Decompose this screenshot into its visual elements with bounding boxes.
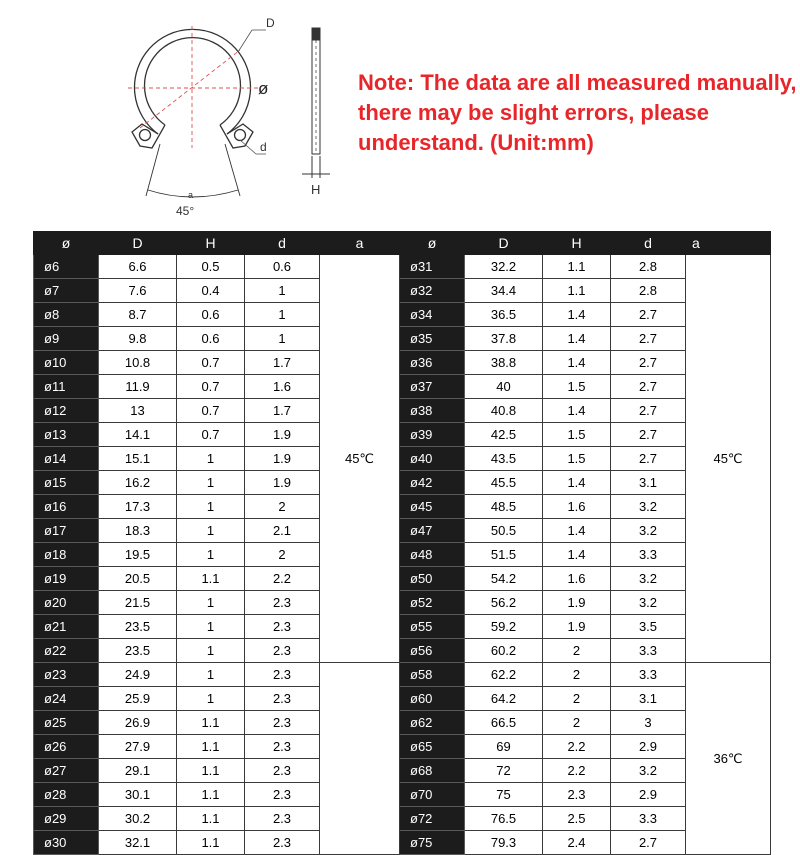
cell-left-D: 16.2 (99, 471, 177, 495)
cell-left-d: 2.3 (245, 639, 320, 663)
cell-right-H: 1.4 (543, 519, 611, 543)
table-row (34, 351, 771, 375)
header-size-right: ø (400, 232, 465, 255)
cell-right-d: 3 (611, 711, 686, 735)
cell-left-H: 0.4 (177, 279, 245, 303)
cell-right-size: ø39 (400, 423, 465, 447)
cell-right-d: 2.9 (611, 735, 686, 759)
cell-left-H: 1 (177, 615, 245, 639)
cell-right-d: 3.2 (611, 759, 686, 783)
cell-right-size: ø47 (400, 519, 465, 543)
table-row (34, 519, 771, 543)
cell-right-H: 2.5 (543, 807, 611, 831)
cell-left-size: ø23 (34, 663, 99, 687)
cell-right-size: ø60 (400, 687, 465, 711)
cell-left-D: 10.8 (99, 351, 177, 375)
table-row (34, 735, 771, 759)
cell-right-d: 3.2 (611, 519, 686, 543)
angle-left-empty (320, 663, 400, 855)
cell-left-H: 1 (177, 543, 245, 567)
table-row (34, 711, 771, 735)
table-row (34, 447, 771, 471)
cell-right-d: 3.2 (611, 567, 686, 591)
cell-right-size: ø45 (400, 495, 465, 519)
cell-right-H: 1.9 (543, 591, 611, 615)
cell-left-d: 1.9 (245, 423, 320, 447)
table-row (34, 327, 771, 351)
cell-left-size: ø30 (34, 831, 99, 855)
table-row (34, 615, 771, 639)
cell-left-d: 2.3 (245, 591, 320, 615)
cell-right-H: 1.4 (543, 303, 611, 327)
cell-left-d: 2 (245, 495, 320, 519)
cell-left-H: 1 (177, 663, 245, 687)
cell-left-d: 1 (245, 303, 320, 327)
cell-left-d: 2.3 (245, 831, 320, 855)
circlip-diagram (80, 8, 360, 230)
table-row (34, 831, 771, 855)
cell-right-d: 2.7 (611, 375, 686, 399)
cell-left-size: ø18 (34, 543, 99, 567)
cell-right-d: 3.3 (611, 663, 686, 687)
cell-right-size: ø62 (400, 711, 465, 735)
cell-right-D: 66.5 (465, 711, 543, 735)
cell-right-D: 34.4 (465, 279, 543, 303)
cell-left-D: 23.5 (99, 639, 177, 663)
cell-left-size: ø19 (34, 567, 99, 591)
cell-left-d: 2.3 (245, 807, 320, 831)
cell-left-H: 1.1 (177, 567, 245, 591)
angle-right-top: 45℃ (686, 255, 771, 663)
cell-right-d: 2.7 (611, 399, 686, 423)
cell-right-H: 1.4 (543, 543, 611, 567)
cell-left-D: 7.6 (99, 279, 177, 303)
cell-right-D: 64.2 (465, 687, 543, 711)
table-row (34, 687, 771, 711)
cell-right-D: 38.8 (465, 351, 543, 375)
cell-right-d: 3.5 (611, 615, 686, 639)
cell-left-size: ø10 (34, 351, 99, 375)
cell-right-H: 2 (543, 711, 611, 735)
cell-right-D: 75 (465, 783, 543, 807)
cell-right-D: 76.5 (465, 807, 543, 831)
cell-left-H: 0.6 (177, 303, 245, 327)
cell-left-size: ø26 (34, 735, 99, 759)
cell-left-d: 1 (245, 327, 320, 351)
cell-right-d: 3.1 (611, 687, 686, 711)
cell-left-d: 1.9 (245, 447, 320, 471)
cell-left-D: 30.1 (99, 783, 177, 807)
cell-right-D: 62.2 (465, 663, 543, 687)
cell-left-d: 2.3 (245, 783, 320, 807)
cell-right-H: 1.4 (543, 351, 611, 375)
cell-right-size: ø58 (400, 663, 465, 687)
cell-right-H: 1.4 (543, 399, 611, 423)
cell-right-H: 2.4 (543, 831, 611, 855)
cell-right-d: 2.7 (611, 447, 686, 471)
cell-right-size: ø75 (400, 831, 465, 855)
cell-left-d: 1.7 (245, 399, 320, 423)
cell-left-D: 25.9 (99, 687, 177, 711)
cell-left-size: ø15 (34, 471, 99, 495)
cell-right-H: 1.9 (543, 615, 611, 639)
cell-right-H: 1.1 (543, 279, 611, 303)
cell-left-D: 20.5 (99, 567, 177, 591)
cell-right-d: 2.7 (611, 351, 686, 375)
cell-left-D: 29.1 (99, 759, 177, 783)
table-row (34, 303, 771, 327)
cell-right-size: ø31 (400, 255, 465, 279)
cell-right-size: ø72 (400, 807, 465, 831)
label-angle: 45° (176, 204, 195, 218)
table-row (34, 399, 771, 423)
cell-right-size: ø68 (400, 759, 465, 783)
table-body (34, 255, 771, 855)
note-line-2: there may be slight errors, please (358, 100, 709, 125)
cell-left-D: 24.9 (99, 663, 177, 687)
cell-right-size: ø50 (400, 567, 465, 591)
table-row (34, 759, 771, 783)
cell-right-size: ø56 (400, 639, 465, 663)
cell-left-size: ø16 (34, 495, 99, 519)
cell-right-H: 1.5 (543, 423, 611, 447)
cell-right-d: 3.1 (611, 471, 686, 495)
label-H: H (311, 182, 321, 197)
cell-left-H: 1 (177, 519, 245, 543)
table-row (34, 375, 771, 399)
cell-left-size: ø11 (34, 375, 99, 399)
cell-right-d: 3.2 (611, 591, 686, 615)
cell-left-H: 0.7 (177, 375, 245, 399)
cell-left-size: ø14 (34, 447, 99, 471)
table-header-row (34, 232, 771, 255)
header-H-left: H (177, 232, 245, 255)
cell-right-H: 2 (543, 687, 611, 711)
header-a-right: a (686, 232, 771, 255)
cell-right-size: ø52 (400, 591, 465, 615)
cell-left-H: 0.7 (177, 399, 245, 423)
cell-left-size: ø6 (34, 255, 99, 279)
cell-left-d: 2 (245, 543, 320, 567)
cell-right-d: 2.7 (611, 303, 686, 327)
cell-left-size: ø22 (34, 639, 99, 663)
table-row (34, 639, 771, 663)
cell-left-D: 17.3 (99, 495, 177, 519)
circlip-spec-table (33, 231, 771, 855)
header-D-left: D (99, 232, 177, 255)
cell-right-D: 32.2 (465, 255, 543, 279)
cell-left-D: 13 (99, 399, 177, 423)
cell-left-d: 2.3 (245, 735, 320, 759)
cell-left-d: 2.1 (245, 519, 320, 543)
cell-left-D: 19.5 (99, 543, 177, 567)
header-H-right: H (543, 232, 611, 255)
label-D: D (266, 16, 275, 30)
cell-left-size: ø29 (34, 807, 99, 831)
cell-left-H: 1.1 (177, 759, 245, 783)
label-phi: ø (258, 79, 269, 98)
table-row (34, 663, 771, 687)
table-row (34, 567, 771, 591)
cell-left-D: 18.3 (99, 519, 177, 543)
note-line-3: understand. (Unit:mm) (358, 130, 594, 155)
cell-right-D: 69 (465, 735, 543, 759)
cell-left-size: ø21 (34, 615, 99, 639)
cell-left-size: ø25 (34, 711, 99, 735)
angle-left: 45℃ (320, 255, 400, 663)
cell-left-d: 1.9 (245, 471, 320, 495)
cell-right-size: ø40 (400, 447, 465, 471)
table-row (34, 423, 771, 447)
cell-right-d: 3.2 (611, 495, 686, 519)
cell-right-D: 50.5 (465, 519, 543, 543)
cell-right-H: 1.5 (543, 375, 611, 399)
cell-right-H: 1.5 (543, 447, 611, 471)
cell-right-D: 54.2 (465, 567, 543, 591)
header-a-left: a (320, 232, 400, 255)
cell-right-size: ø70 (400, 783, 465, 807)
cell-left-size: ø17 (34, 519, 99, 543)
cell-right-D: 72 (465, 759, 543, 783)
cell-left-H: 0.7 (177, 351, 245, 375)
cell-left-H: 0.6 (177, 327, 245, 351)
cell-left-d: 1.6 (245, 375, 320, 399)
cell-right-d: 2.7 (611, 423, 686, 447)
cell-right-D: 59.2 (465, 615, 543, 639)
cell-right-size: ø32 (400, 279, 465, 303)
cell-right-D: 48.5 (465, 495, 543, 519)
cell-right-D: 43.5 (465, 447, 543, 471)
cell-right-D: 60.2 (465, 639, 543, 663)
side-profile (302, 28, 330, 178)
cell-left-H: 1 (177, 447, 245, 471)
cell-right-d: 3.3 (611, 543, 686, 567)
table-row (34, 279, 771, 303)
cell-right-size: ø36 (400, 351, 465, 375)
cell-right-size: ø38 (400, 399, 465, 423)
table-row (34, 783, 771, 807)
measurement-note (358, 68, 797, 158)
cell-right-D: 40.8 (465, 399, 543, 423)
cell-right-size: ø37 (400, 375, 465, 399)
cell-left-D: 30.2 (99, 807, 177, 831)
circlip-ring (132, 29, 253, 148)
header-d-right: d (611, 232, 686, 255)
cell-left-H: 1.1 (177, 735, 245, 759)
cell-left-size: ø9 (34, 327, 99, 351)
cell-left-d: 2.3 (245, 615, 320, 639)
cell-left-H: 0.7 (177, 423, 245, 447)
cell-left-D: 8.7 (99, 303, 177, 327)
cell-right-D: 42.5 (465, 423, 543, 447)
cell-left-d: 1 (245, 279, 320, 303)
cell-right-D: 45.5 (465, 471, 543, 495)
cell-right-D: 51.5 (465, 543, 543, 567)
cell-left-D: 6.6 (99, 255, 177, 279)
header-d-left: d (245, 232, 320, 255)
cell-right-H: 1.4 (543, 471, 611, 495)
cell-left-H: 1 (177, 495, 245, 519)
cell-right-size: ø34 (400, 303, 465, 327)
cell-left-H: 1 (177, 639, 245, 663)
cell-right-H: 1.6 (543, 495, 611, 519)
cell-right-H: 2.2 (543, 759, 611, 783)
cell-left-D: 15.1 (99, 447, 177, 471)
cell-left-D: 26.9 (99, 711, 177, 735)
cell-left-H: 1.1 (177, 807, 245, 831)
cell-left-D: 23.5 (99, 615, 177, 639)
cell-left-D: 27.9 (99, 735, 177, 759)
cell-left-H: 0.5 (177, 255, 245, 279)
cell-left-D: 9.8 (99, 327, 177, 351)
cell-left-D: 32.1 (99, 831, 177, 855)
cell-left-d: 2.3 (245, 687, 320, 711)
cell-right-d: 3.3 (611, 639, 686, 663)
cell-left-H: 1 (177, 687, 245, 711)
angle-right-bottom: 36℃ (686, 663, 771, 855)
cell-right-D: 56.2 (465, 591, 543, 615)
cell-left-size: ø13 (34, 423, 99, 447)
cell-right-D: 40 (465, 375, 543, 399)
table-row (34, 543, 771, 567)
header-D-right: D (465, 232, 543, 255)
table-row (34, 255, 771, 279)
cell-left-size: ø12 (34, 399, 99, 423)
cell-left-H: 1.1 (177, 831, 245, 855)
cell-right-H: 2.2 (543, 735, 611, 759)
cell-right-D: 36.5 (465, 303, 543, 327)
cell-left-size: ø24 (34, 687, 99, 711)
cell-left-H: 1.1 (177, 783, 245, 807)
cell-left-D: 11.9 (99, 375, 177, 399)
cell-left-d: 2.3 (245, 759, 320, 783)
cell-left-d: 2.3 (245, 663, 320, 687)
cell-right-d: 2.7 (611, 327, 686, 351)
cell-left-H: 1 (177, 471, 245, 495)
cell-right-size: ø35 (400, 327, 465, 351)
cell-left-H: 1.1 (177, 711, 245, 735)
cell-right-H: 2 (543, 639, 611, 663)
cell-left-d: 2.3 (245, 711, 320, 735)
cell-right-size: ø65 (400, 735, 465, 759)
table-row (34, 591, 771, 615)
cell-left-D: 14.1 (99, 423, 177, 447)
cell-left-size: ø7 (34, 279, 99, 303)
label-d: d (260, 140, 267, 154)
cell-right-H: 2 (543, 663, 611, 687)
table-row (34, 471, 771, 495)
table-row (34, 495, 771, 519)
header-size-left: ø (34, 232, 99, 255)
cell-right-H: 1.6 (543, 567, 611, 591)
cell-right-H: 2.3 (543, 783, 611, 807)
cell-right-d: 3.3 (611, 807, 686, 831)
cell-right-H: 1.1 (543, 255, 611, 279)
cell-left-size: ø27 (34, 759, 99, 783)
cell-right-size: ø48 (400, 543, 465, 567)
label-a: a (188, 190, 194, 200)
cell-left-size: ø28 (34, 783, 99, 807)
cell-right-d: 2.9 (611, 783, 686, 807)
cell-left-size: ø20 (34, 591, 99, 615)
cell-right-size: ø42 (400, 471, 465, 495)
table-row (34, 807, 771, 831)
note-line-1: Note: The data are all measured manually, (358, 70, 797, 95)
cell-left-d: 0.6 (245, 255, 320, 279)
cell-right-D: 79.3 (465, 831, 543, 855)
cell-left-H: 1 (177, 591, 245, 615)
cell-right-d: 2.8 (611, 279, 686, 303)
cell-right-D: 37.8 (465, 327, 543, 351)
cell-right-d: 2.8 (611, 255, 686, 279)
cell-left-D: 21.5 (99, 591, 177, 615)
cell-right-size: ø55 (400, 615, 465, 639)
cell-left-d: 2.2 (245, 567, 320, 591)
cell-left-size: ø8 (34, 303, 99, 327)
cell-left-d: 1.7 (245, 351, 320, 375)
cell-right-H: 1.4 (543, 327, 611, 351)
cell-right-d: 2.7 (611, 831, 686, 855)
